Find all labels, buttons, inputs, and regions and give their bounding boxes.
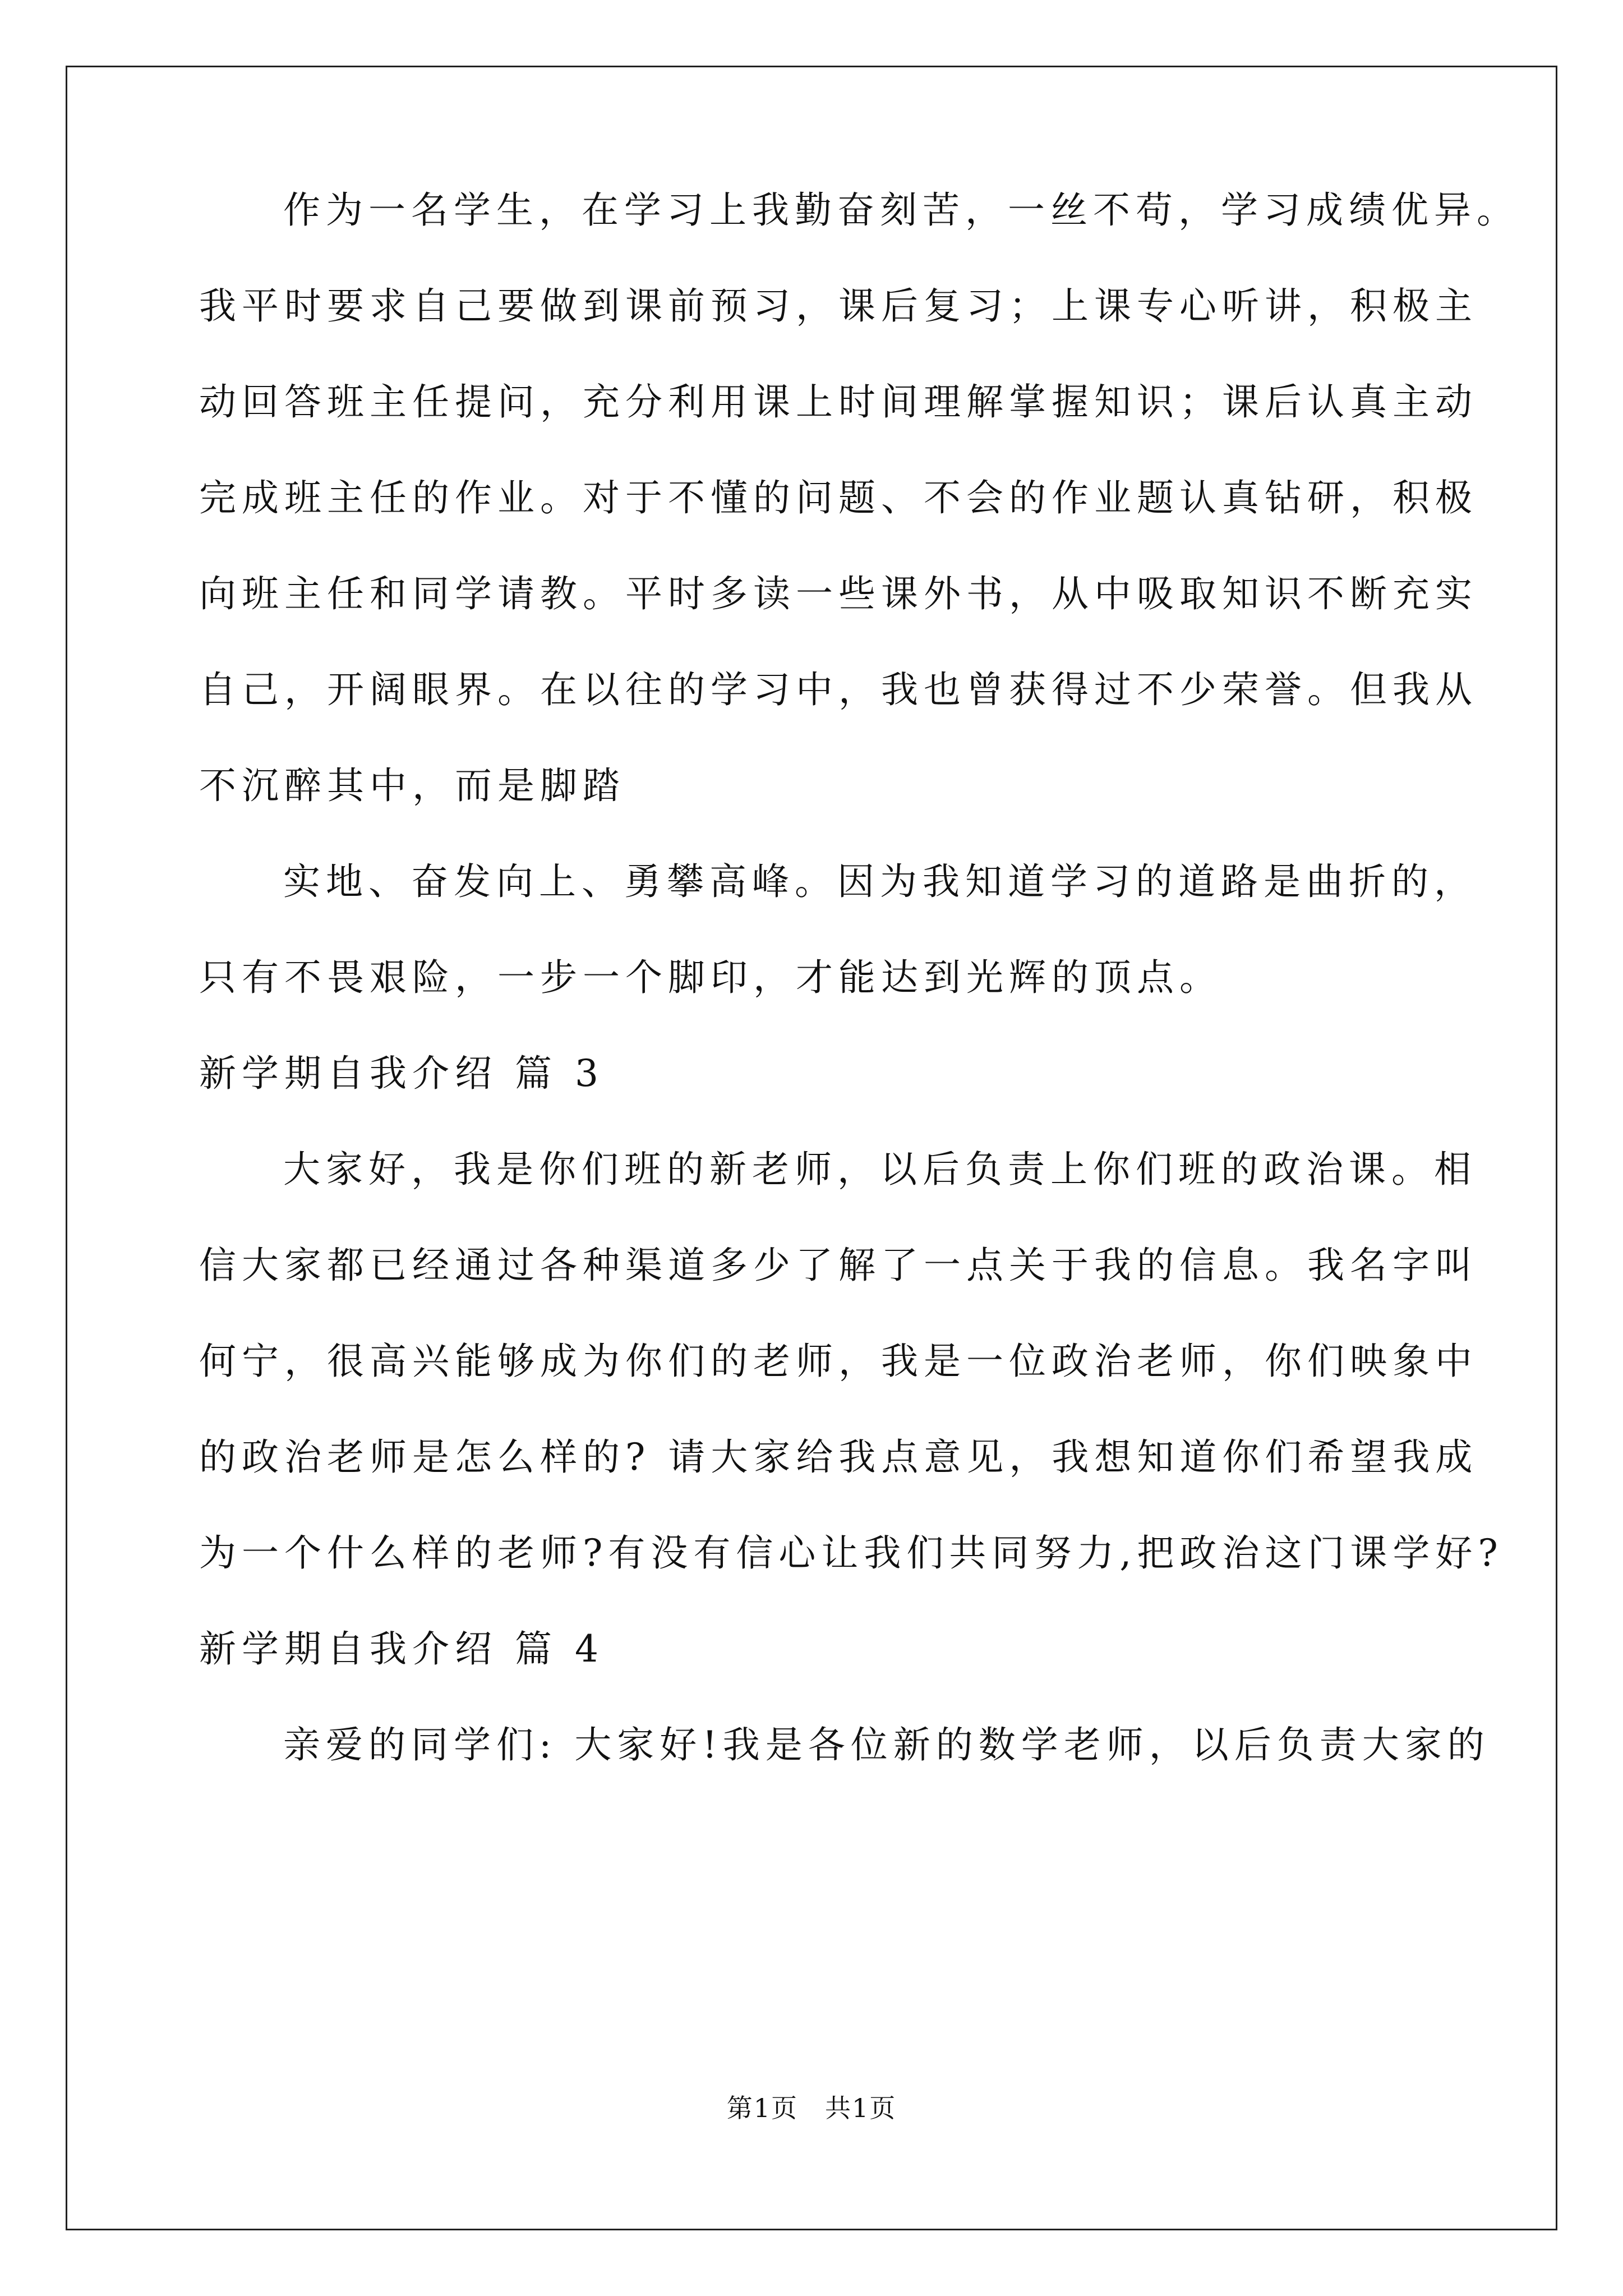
paragraph-line: 亲爱的同学们: 大家好!我是各位新的数学老师，以后负责大家的 bbox=[283, 1723, 1490, 1766]
paragraph-line: 何宁，很高兴能够成为你们的老师，我是一位政治老师，你们映象中 bbox=[199, 1340, 1478, 1383]
paragraph-line: 实地、奋发向上、勇攀高峰。因为我知道学习的道路是曲折的， bbox=[283, 860, 1477, 903]
paragraph-line: 自己，开阔眼界。在以往的学习中，我也曾获得过不少荣誉。但我从 bbox=[199, 668, 1478, 711]
page-number-footer: 第1页 共1页 bbox=[726, 2093, 897, 2123]
paragraph-line: 只有不畏艰险，一步一个脚印，才能达到光辉的顶点。 bbox=[199, 956, 1222, 999]
paragraph-line: 向班主任和同学请教。平时多读一些课外书，从中吸取知识不断充实 bbox=[199, 572, 1478, 615]
paragraph-line: 我平时要求自己要做到课前预习，课后复习；上课专心听讲，积极主 bbox=[199, 284, 1478, 328]
section-heading: 新学期自我介绍 篇 4 bbox=[199, 1627, 604, 1671]
paragraph-line: 的政治老师是怎么样的? 请大家给我点意见，我想知道你们希望我成 bbox=[199, 1435, 1478, 1479]
paragraph-line: 信大家都已经通过各种渠道多少了解了一点关于我的信息。我名字叫 bbox=[199, 1244, 1478, 1287]
paragraph-line: 为一个什么样的老师?有没有信心让我们共同努力,把政治这门课学好? bbox=[199, 1531, 1504, 1575]
paragraph-line: 大家好，我是你们班的新老师，以后负责上你们班的政治课。相 bbox=[283, 1148, 1477, 1191]
section-heading: 新学期自我介绍 篇 3 bbox=[199, 1052, 604, 1095]
paragraph-line: 不沉醉其中，而是脚踏 bbox=[199, 764, 625, 807]
paragraph-line: 动回答班主任提问，充分利用课上时间理解掌握知识；课后认真主动 bbox=[199, 380, 1478, 424]
paragraph-line: 作为一名学生，在学习上我勤奋刻苦，一丝不苟，学习成绩优异。 bbox=[283, 188, 1519, 232]
paragraph-line: 完成班主任的作业。对于不懂的问题、不会的作业题认真钻研，积极 bbox=[199, 476, 1478, 519]
